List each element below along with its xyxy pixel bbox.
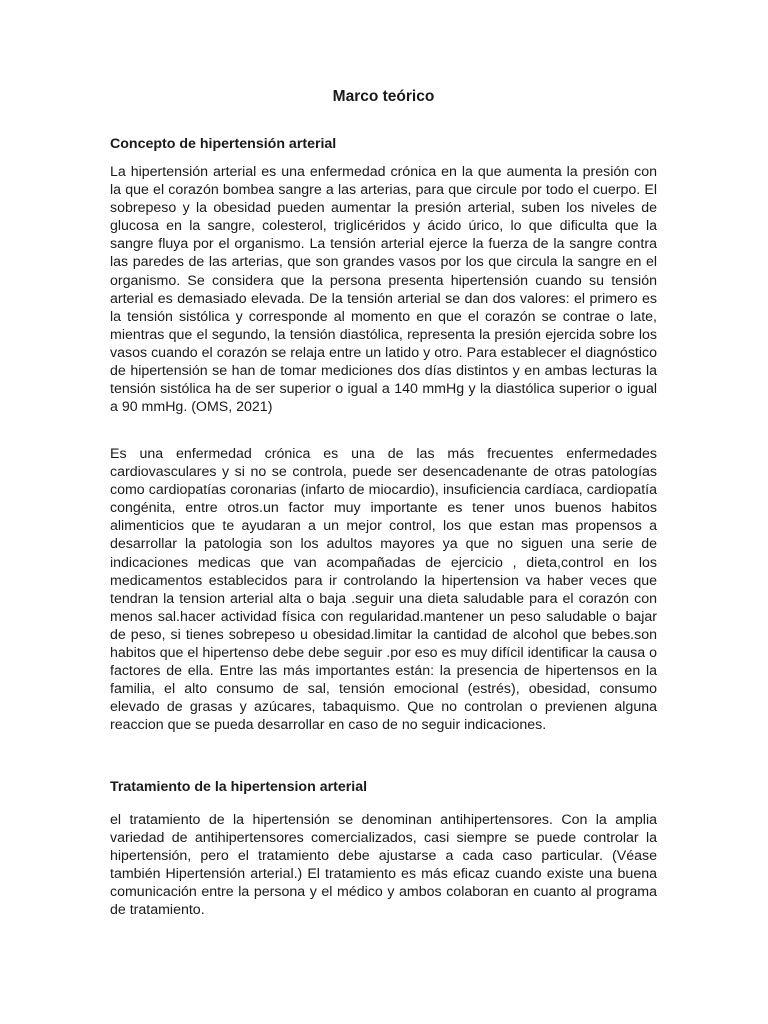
section-heading-concepto: Concepto de hipertensión arterial <box>110 136 337 152</box>
paragraph-tratamiento-1: el tratamiento de la hipertensión se denominan antihipertensores. Con la amplia variedad de antihipertensores comercializados, casi siempre se puede controlar la hipertensión, pero el tratamiento debe ajustarse a cada caso particular. (Véase también Hipertensión arterial.) El tratamiento es más eficaz cuando existe una buena comunicación entre la persona y el médico y ambos colaboran en cuanto al programa de tratamiento. <box>110 812 657 919</box>
section-heading-tratamiento: Tratamiento de la hipertension arterial <box>110 779 368 795</box>
paragraph-concepto-1: La hipertensión arterial es una enfermedad crónica en la que aumenta la presión con la que el corazón bombea sangre a las arterias, para que circule por todo el cuerpo. El sobrepeso y la obesidad pueden aumentar la presión arterial, suben los niveles de glucosa en la sangre, colesterol, triglicéridos y ácido úrico, lo que dificulta que la sangre fluya por el organismo. La tensión arterial ejerce la fuerza de la sangre contra las paredes de las arterias, que son grandes vasos por los que circula la sangre en el organismo. Se considera que la persona presenta hipertensión cuando su tensión arterial es demasiado elevada. De la tensión arterial se dan dos valores: el primero es la tensión sistólica y corresponde al momento en que el corazón se contrae o late, mientras que el segundo, la tensión diastólica, representa la presión ejercida sobre los vasos cuando el corazón se relaja entre un latido y otro. Para establecer el diagnóstico de hipertensión se han de tomar mediciones dos días distintos y en ambas lecturas la tensión sistólica ha de ser superior o igual a 140 mmHg y la diastólica superior o igual a 90 mmHg. (OMS, 2021) <box>110 164 657 416</box>
page-title: Marco teórico <box>332 88 435 105</box>
paragraph-concepto-2: Es una enfermedad crónica es una de las más frecuentes enfermedades cardiovasculares y si no se controla, puede ser desencadenante de otras patologías como cardiopatías coronarias (infarto de miocardio), insuficiencia cardíaca, cardiopatía congénita, entre otros.un factor muy importante es tener unos buenos habitos alimenticios que te ayudaran a un mejor control, los que estan mas propensos a desarrollar la patologia son los adultos mayores ya que no siguen una serie de indicaciones medicas que van acompañadas de ejercicio , dieta,control en los medicamentos establecidos para ir controlando la hipertension va haber veces que tendran la tension arterial alta o baja .seguir una dieta saludable para el corazón con menos sal.hacer actividad física con regularidad.mantener un peso saludable o bajar de peso, si tienes sobrepeso u obesidad.limitar la cantidad de alcohol que bebes.son habitos que el hipertenso debe debe seguir .por eso es muy difícil identificar la causa o factores de ella. Entre las más importantes están: la presencia de hipertensos en la familia, el alto consumo de sal, tensión emocional (estrés), obesidad, consumo elevado de grasas y azúcares, tabaquismo. Que no controlan o previenen alguna reaccion que se pueda desarrollar en caso de no seguir indicaciones. <box>110 446 657 734</box>
